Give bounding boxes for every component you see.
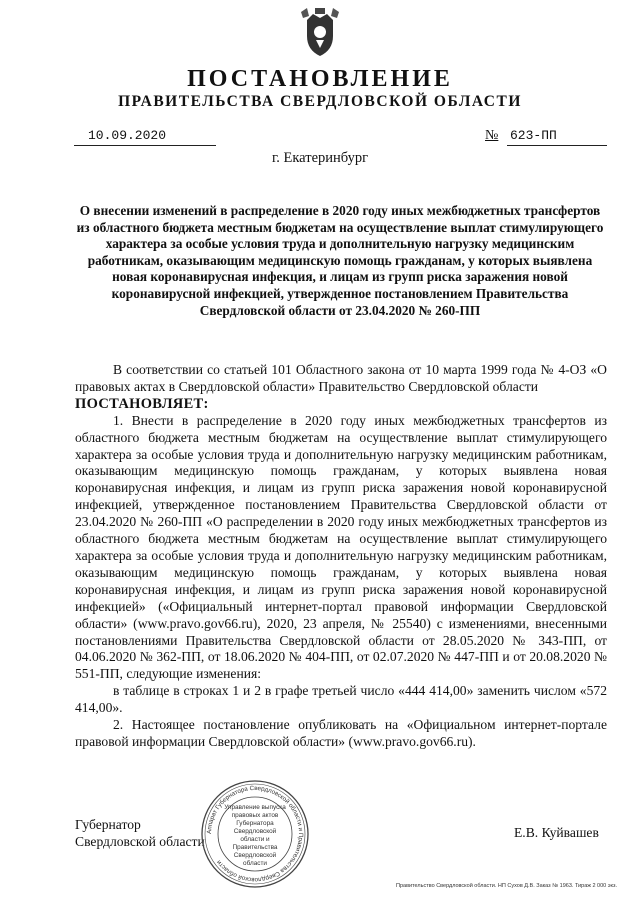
- date-underline: [74, 145, 216, 146]
- stamp-center-text: Управление выпуска правовых актов Губернатора Свердловской области и Правительства Свердловской области: [224, 804, 286, 867]
- document-title: ПОСТАНОВЛЕНИЕ: [187, 66, 453, 92]
- stamp-ring-text: Аппарат Губернатора Свердловской области и Правительства Свердловской области: [205, 784, 305, 884]
- intro-paragraph: В соответствии со статьей 101 Областного закона от 10 марта 1999 года № 4-ОЗ «О правовых актах в Свердловской области» Правительство Свердловской области: [75, 362, 607, 394]
- signature-position-line1: Губернатор: [75, 817, 141, 832]
- document-subtitle: ПРАВИТЕЛЬСТВА СВЕРДЛОВСКОЙ ОБЛАСТИ: [118, 93, 522, 110]
- number-underline: [507, 145, 607, 146]
- city: г. Екатеринбург: [271, 150, 369, 166]
- signature-name: Е.В. Куйвашев: [514, 825, 599, 840]
- decree-word: ПОСТАНОВЛЯЕТ:: [75, 395, 209, 412]
- number-label: №: [485, 128, 499, 143]
- paragraph-1: 1. Внести в распределение в 2020 году иных межбюджетных трансфертов из областного бюджета местным бюджетам на осуществление выплат стимулирующего характера за особые условия труда и дополнительную нагрузку медицинским работникам, оказывающим медицинскую помощь гражданам, у которых выявлена новая коронавирусная инфекция, и лицам из групп риска заражения новой коронавирусной инфекцией, утвержденное постановлением Правительства Свердловской области от 23.04.2020 № 260-ПП «О распределении в 2020 году иных межбюджетных трансфертов из областного бюджета местным бюджетам на осуществление выплат стимулирующего характера за особые условия труда и дополнительную нагрузку медицинским работникам, оказывающим медицинскую помощь гражданам, у которых выявлена новая коронавирусная инфекция, и лицам из групп риска заражения новой коронавирусной инфекцией» («Официальный интернет-портал правовой информации Свердловской области» (www.pravo.gov66.ru), 2020, 23 апреля, № 25540) с изменениями, внесенными постановлениями Правительства Свердловской области от 28.05.2020 № 343-ПП, от 04.06.2020 № 362-ПП, от 18.06.2020 № 404-ПП, от 02.07.2020 № 447-ПП и от 20.08.2020 № 551-ПП, следующие изменения:: [75, 412, 607, 682]
- paragraph-2: 2. Настоящее постановление опубликовать на «Официальном интернет-портале правовой информации Свердловской области» (www.pravo.gov66.ru).: [75, 717, 607, 749]
- print-footer: Правительство Свердловской области. НП Сухов Д.В. Заказ № 1963. Тираж 2 000 экз.: [396, 883, 618, 889]
- signature-position-line2: Свердловской области: [75, 834, 205, 849]
- document-date: 10.09.2020: [88, 128, 167, 143]
- document-number: 623-ПП: [510, 128, 557, 143]
- document-body: [75, 362, 607, 751]
- paragraph-1-sub: в таблице в строках 1 и 2 в графе третьей число «444 414,00» заменить числом «572 414,00».: [75, 683, 607, 716]
- coat-of-arms-icon: [297, 6, 343, 60]
- signature-position: [75, 816, 205, 850]
- document-heading: О внесении изменений в распределение в 2020 году иных межбюджетных трансфертов из областного бюджета местным бюджетам на осуществление выплат стимулирующего характера за особые условия труда и дополнительную нагрузку медицинским работникам, оказывающим медицинскую помощь гражданам, у которых выявлена новая коронавирусная инфекция, и лицам из групп риска заражения новой коронавирусной инфекцией, утвержденное постановлением Правительства Свердловской области от 23.04.2020 № 260-ПП: [76, 203, 604, 318]
